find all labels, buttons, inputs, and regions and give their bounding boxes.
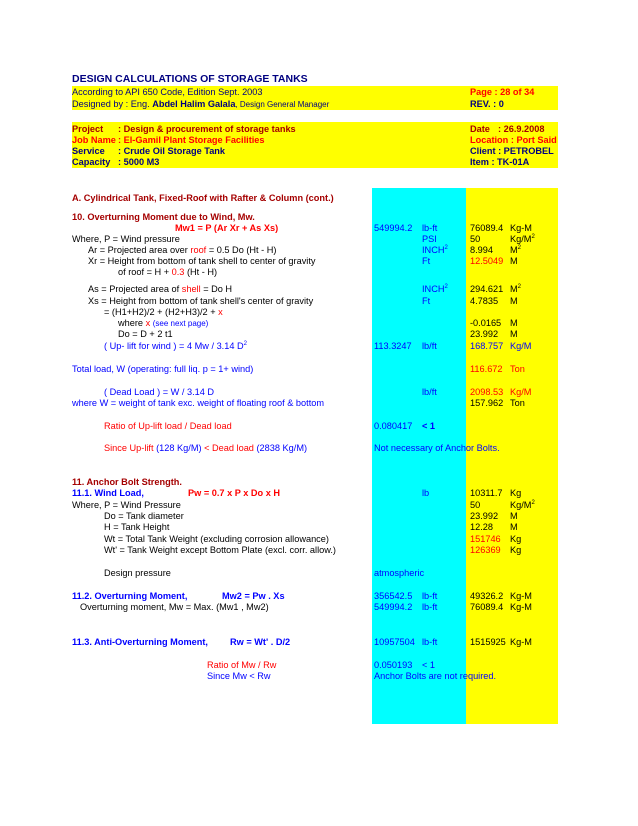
designed-by [72, 99, 329, 110]
uplift-val2: 168.757 [470, 341, 504, 351]
xs-unit: Ft [422, 296, 431, 306]
p-unit2-text: Kg/M [510, 234, 532, 244]
where-x-c: (see next page) [152, 319, 209, 328]
xs2-a: = (H1+H2)/2 + (H2+H3)/2 + [104, 307, 216, 317]
s11-wt-val2: 151746 [470, 534, 501, 544]
date-value: : 26.9.2008 [498, 124, 545, 134]
since-a: Since Up-lift [104, 443, 154, 453]
mw1-unit2: Kg-M [510, 223, 532, 233]
s11-ratio: Ratio of Mw / Rw [207, 660, 277, 670]
p-unit2: $Kg/M^2$ [510, 234, 535, 244]
capacity-value: : 5000 M3 [118, 157, 160, 167]
do-line: Do = D + 2 t1 [118, 329, 173, 339]
xs-val2: 4.7835 [470, 296, 499, 306]
rev-label: REV. : 0 [470, 99, 504, 109]
s11-do-val2: 23.992 [470, 511, 499, 521]
xr-line2 [118, 267, 217, 278]
pw-unit: lb [422, 488, 430, 498]
doc-title: DESIGN CALCULATIONS OF STORAGE TANKS [72, 73, 308, 85]
xs-line2 [104, 307, 223, 318]
dead-val2: 2098.53 [470, 387, 504, 397]
as-line [88, 284, 232, 295]
mw1-val: 549994.2 [374, 223, 413, 233]
ar-unit: INCH$^2$ [422, 245, 448, 255]
as-text-b: = Do H [203, 284, 233, 294]
job-value: : El-Gamil Plant Storage Facilities [118, 135, 265, 145]
xr-val2: 12.5049 [470, 256, 504, 266]
s11-sub2: 11.2. Overturning Moment, [72, 591, 188, 601]
s11-wt2-unit2: Kg [510, 545, 522, 555]
s10-title: 10. Overturning Moment due to Wind, Mw. [72, 212, 255, 222]
design-pressure-val: atmospheric [374, 568, 425, 578]
ratio-cmp: < 1 [422, 421, 436, 431]
s11-where-p: Where, P = Wind Pressure [72, 500, 181, 510]
since-b: (128 Kg/M) [156, 443, 202, 453]
total-unit2: Ton [510, 364, 525, 374]
pw-val2: 10311.7 [470, 488, 503, 498]
as-text-a: As = Projected area of [88, 284, 180, 294]
ratio-val: 0.080417 [374, 421, 413, 431]
as-unit: INCH$^2$ [422, 284, 448, 294]
mw2-val2: 49326.2 [470, 591, 504, 601]
s10-result: Not necessary of Anchor Bolts. [374, 443, 500, 453]
as-unit-text: INCH [422, 284, 445, 294]
as-val2: 294.621 [470, 284, 504, 294]
project-label: Project [72, 124, 104, 134]
designed-prefix: Designed by : Eng. [72, 99, 150, 109]
dead-unit2: Kg/M [510, 387, 532, 397]
s10-formula: Mw1 = P (Ar Xr + As Xs) [175, 223, 279, 233]
ar-text-b: = 0.5 Do (Ht - H) [208, 245, 277, 255]
xr-unit2: M [510, 256, 518, 266]
s11-wt2-line: Wt' = Tank Weight except Bottom Plate (excl. corr. allow.) [104, 545, 336, 555]
xr2-a: of roof = H + [118, 267, 170, 277]
where-x [118, 318, 208, 329]
mw2-unit: lb-ft [422, 591, 438, 601]
rw-val2: 1515925 [470, 637, 506, 647]
as-shell: shell [181, 284, 201, 294]
designer-name: Abdel Halim Galala [152, 99, 236, 109]
as-unit2-text: M [510, 284, 518, 294]
xs2-b: x [218, 307, 223, 317]
xs-line: Xs = Height from bottom of tank shell's center of gravity [88, 296, 314, 306]
s11-h-line: H = Tank Height [104, 522, 170, 532]
xr-line: Xr = Height from bottom of tank shell to center of gravity [88, 256, 316, 266]
mw2-val: 356542.5 [374, 591, 413, 601]
rw-unit2: Kg-M [510, 637, 532, 647]
s11-sub3: 11.3. Anti-Overturning Moment, [72, 637, 208, 647]
job-label: Job Name [72, 135, 116, 145]
section-a-title: A. Cylindrical Tank, Fixed-Roof with Rafter & Column (cont.) [72, 193, 334, 203]
ar-roof: roof [190, 245, 207, 255]
since-line [104, 443, 307, 454]
s11-p-val2: 50 [470, 500, 481, 510]
since-c: < Dead load [204, 443, 254, 453]
date-label: Date [470, 124, 490, 134]
s11-p-unit2-text: Kg/M [510, 500, 532, 510]
where-w: where W = weight of tank exc. weight of floating roof & bottom [72, 398, 325, 408]
dead-unit: lb/ft [422, 387, 437, 397]
s11-result: Anchor Bolts are not required. [374, 671, 497, 681]
s11-do-unit2: M [510, 511, 518, 521]
location-label: Location : Port Said [470, 135, 557, 145]
total-load: Total load, W (operating: full liq. p = 1+ wind) [72, 364, 254, 374]
s11-ratio-val: 0.050193 [374, 660, 413, 670]
designer-title: , Design General Manager [235, 100, 330, 109]
mw-val: 549994.2 [374, 602, 413, 612]
ar-unit2-text: M [510, 245, 518, 255]
page-label: Page : 28 of 34 [470, 87, 535, 97]
s11-wt-line: Wt = Total Tank Weight (excluding corrosion allowance) [104, 534, 329, 544]
x-unit2: M [510, 318, 518, 328]
uplift-text: ( Up- lift for wind ) = 4 Mw / 3.14 D [104, 341, 244, 351]
xr2-c: (Ht - H) [186, 267, 218, 277]
p-val2: 50 [470, 234, 481, 244]
mw-unit: lb-ft [422, 602, 438, 612]
uplift-unit2: Kg/M [510, 341, 532, 351]
xr2-b: 0.3 [171, 267, 185, 277]
code-line: According to API 650 Code, Edition Sept. 2003 [72, 87, 263, 97]
s11-do-line: Do = Tank diameter [104, 511, 184, 521]
design-pressure: Design pressure [104, 568, 171, 578]
dead-load: ( Dead Load ) = W / 3.14 D [104, 387, 215, 397]
where-x-a: where [118, 318, 144, 328]
rw-unit: lb-ft [422, 637, 438, 647]
xs-unit2: M [510, 296, 518, 306]
s11-since: Since Mw < Rw [207, 671, 271, 681]
item-label: Item : TK-01A [470, 157, 530, 167]
w-unit2: Ton [510, 398, 525, 408]
ar-line [88, 245, 276, 256]
capacity-label: Capacity [72, 157, 111, 167]
s11-sub3-formula: Rw = Wt' . D/2 [230, 637, 291, 647]
ar-text-a: Ar = Projected area over [88, 245, 188, 255]
client-label: Client : PETROBEL [470, 146, 554, 156]
service-value: : Crude Oil Storage Tank [118, 146, 226, 156]
ar-val2: 8.994 [470, 245, 493, 255]
ar-unit-text: INCH [422, 245, 445, 255]
s11-h-val2: 12.28 [470, 522, 493, 532]
total-val2: 116.672 [470, 364, 503, 374]
as-unit2: $M^2$ [510, 284, 521, 294]
p-unit: PSI [422, 234, 437, 244]
mw1-val2: 76089.4 [470, 223, 504, 233]
xr-unit: Ft [422, 256, 431, 266]
s11-sub1-formula: Pw = 0.7 x P x Do x H [188, 488, 281, 498]
ot-line: Overturning moment, Mw = Max. (Mw1 , Mw2) [80, 602, 269, 612]
since-d: (2838 Kg/M) [256, 443, 308, 453]
ratio-line: Ratio of Up-lift load / Dead load [104, 421, 232, 431]
s11-p-unit2: $Kg/M^2$ [510, 500, 535, 510]
project-value: : Design & procurement of storage tanks [118, 124, 296, 134]
do-unit2: M [510, 329, 518, 339]
do-val2: 23.992 [470, 329, 499, 339]
s11-sub2-formula: Mw2 = Pw . Xs [222, 591, 285, 601]
mw-val2: 76089.4 [470, 602, 504, 612]
mw-unit2: Kg-M [510, 602, 532, 612]
s11-wt-unit2: Kg [510, 534, 522, 544]
uplift-line: ( Up- lift for wind ) = 4 Mw / 3.14 $D^2$ [104, 341, 247, 351]
rw-val: 10957504 [374, 637, 415, 647]
pw-unit2: Kg [510, 488, 522, 498]
s11-h-unit2: M [510, 522, 518, 532]
uplift-val: 113.3247 [374, 341, 412, 351]
service-label: Service [72, 146, 105, 156]
x-val2: -0.0165 [470, 318, 502, 328]
where-x-b: x [145, 318, 151, 328]
s11-wt2-val2: 126369 [470, 545, 501, 555]
w-val2: 157.962 [470, 398, 504, 408]
ar-unit2: $M^2$ [510, 245, 521, 255]
mw1-unit: lb-ft [422, 223, 438, 233]
uplift-unit: lb/ft [422, 341, 437, 351]
where-p: Where, P = Wind pressure [72, 234, 180, 244]
mw2-unit2: Kg-M [510, 591, 532, 601]
s11-sub1: 11.1. Wind Load, [72, 488, 144, 498]
s11-ratio-cmp: < 1 [422, 660, 436, 670]
s11-title: 11. Anchor Bolt Strength. [72, 477, 182, 487]
